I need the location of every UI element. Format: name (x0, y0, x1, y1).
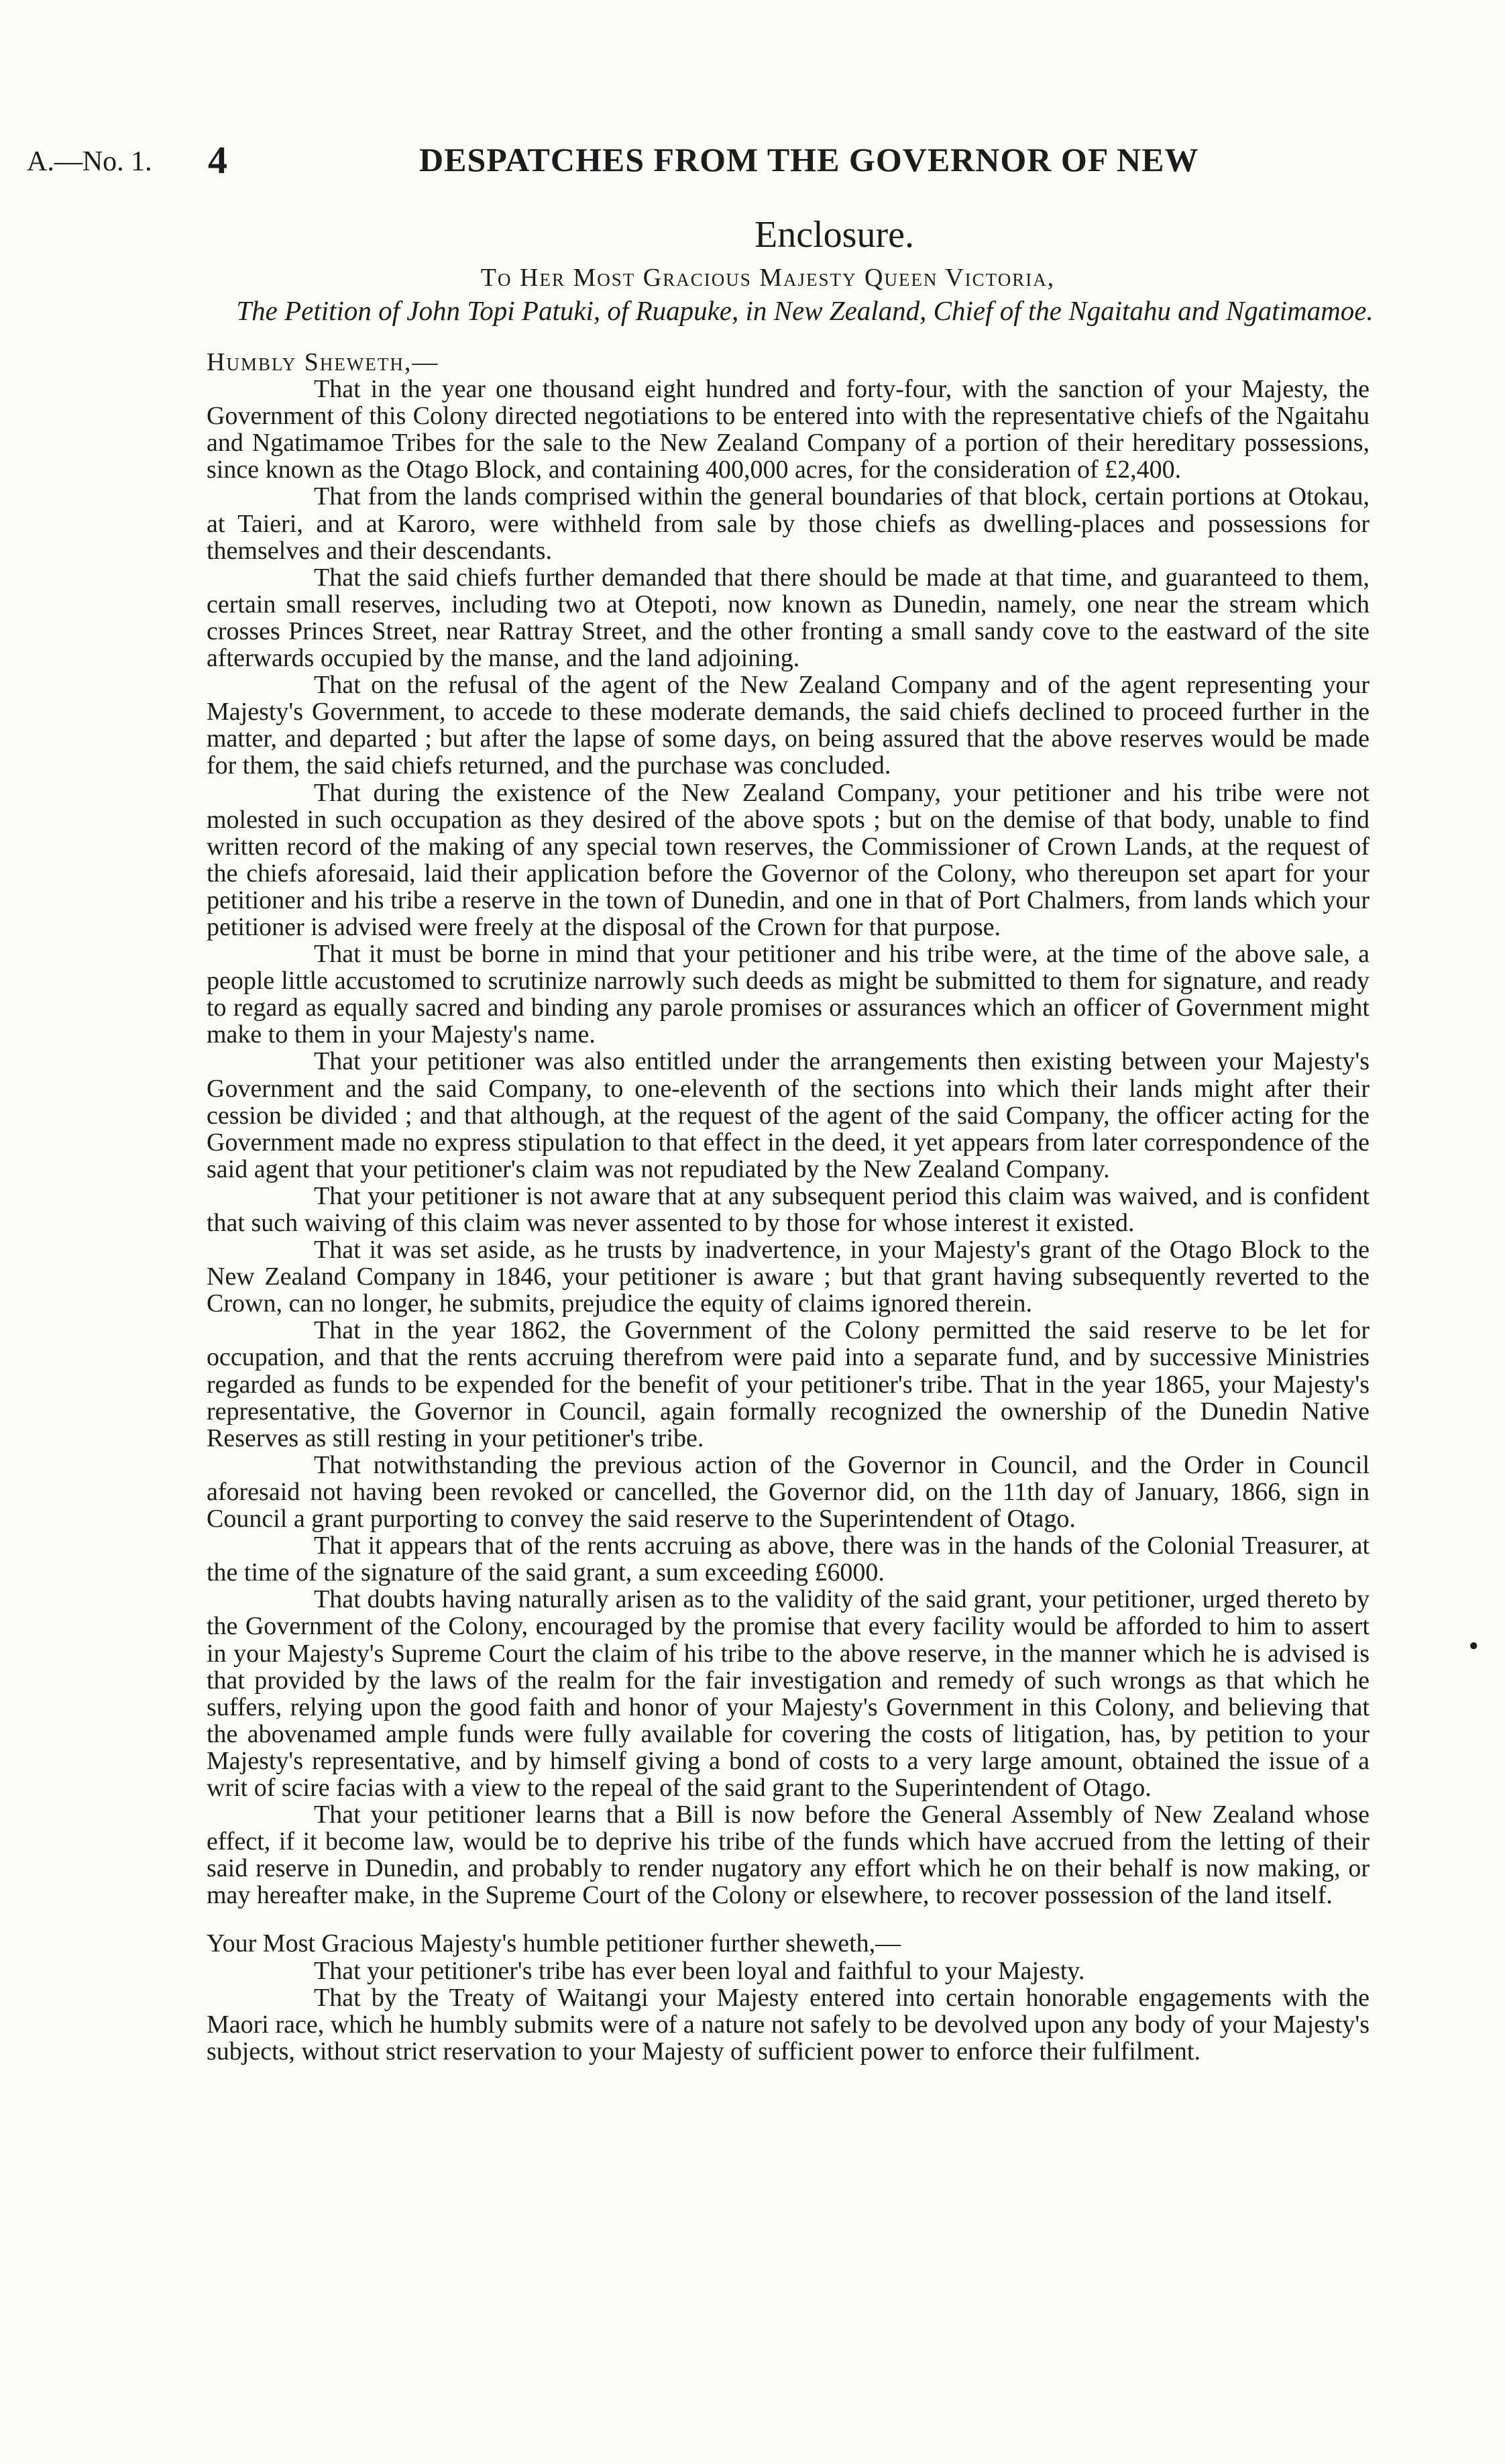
further-paragraph: That by the Treaty of Waitangi your Majesty entered into certain honorable engagements with the Maori race, which he humbly submits were of a nature not safely to be devolved upon any body of your Majesty's subjects, without strict reservation to your Majesty of sufficient power to enforce their fulfilment. (207, 1983, 1370, 2066)
greeting: Humbly Sheweth,— (207, 348, 439, 376)
paragraph: That the said chiefs further demanded that there should be made at that time, and guaranteed to them, certain small reserves, including two at Otepoti, now known as Dunedin, namely, one near the stream which crosses Princes Street, near Rattray Street, and the other fronting a small sandy cove to the eastward of the site afterwards occupied by the manse, and the land adjoining. (207, 563, 1370, 673)
paragraph: That your petitioner is not aware that at any subsequent period this claim was waived, and is confident that such waiving of this claim was never assented to by those for whose interest it existed. (207, 1181, 1370, 1237)
further-paragraph: That your petitioner's tribe has ever been loyal and faithful to your Majesty. (314, 1956, 1085, 1985)
paragraph: That your petitioner was also entitled under the arrangements then existing between your Majesty's Government and the said Company, to one-eleventh of the sections into which their lands might after their cession be divided ; and that although, at the request of the agent of the said Company, the officer acting for the Government made no express stipulation to that effect in the deed, it yet appears from later correspondence of the said agent that your petitioner's claim was not repudiated by the New Zealand Company. (207, 1047, 1370, 1183)
page-header (27, 138, 1435, 184)
running-title: DESPATCHES FROM THE GOVERNOR OF NEW (419, 141, 1199, 178)
page-number: 4 (208, 138, 227, 182)
paragraph: That on the refusal of the agent of the New Zealand Company and of the agent representing your Majesty's Government, to accede to these moderate demands, the said chiefs declined to proceed further in the matter, and departed ; but after the lapse of some days, on being assured that the above reserves would be made for them, the said chiefs returned, and the purchase was concluded. (207, 671, 1370, 780)
document-body (207, 349, 1370, 2065)
paragraph: That notwithstanding the previous action of the Governor in Council, and the Order in Council aforesaid not having been revoked or cancelled, the Governor did, on the 11th day of January, 1866, sign in Council a grant purporting to convey the said reserve to the Superintendent of Otago. (207, 1450, 1370, 1534)
petition-title: The Petition of John Topi Patuki, of Ruapuke, in New Zealand, Chief of the Ngaitahu and Ngatimamoe. (236, 295, 1374, 326)
addressee-text: To Her Most Gracious Majesty Queen Victoria, (480, 264, 1056, 292)
paragraph: That from the lands comprised within the general boundaries of that block, certain portions at Otokau, at Taieri, and at Karoro, were withheld from sale by those chiefs as dwelling-places and possessions for themselves and their descendants. (207, 482, 1370, 565)
paragraph: That it must be borne in mind that your petitioner and his tribe were, at the time of the above sale, a people little accustomed to scrutinize narrowly such deeds as might be submitted to them for signature, and ready to regard as equally sacred and binding any parole promises or assurances which an officer of Government might make to them in your Majesty's name. (207, 940, 1370, 1049)
paragraph: That it appears that of the rents accruing as above, there was in the hands of the Colonial Treasurer, at the time of the signature of the said grant, a sum exceeding £6000. (207, 1532, 1370, 1587)
paragraph: That doubts having naturally arisen as to the validity of the said grant, your petitioner, urged thereto by the Government of the Colony, encouraged by the promise that every facility would be afforded to him to assert in your Majesty's Supreme Court the claim of his tribe to the above reserve, in the manner which he is advised is that provided by the laws of the realm for the fair investigation and remedy of such wrongs as that which he suffers, relying upon the good faith and honor of your Majesty's Government in this Colony, and believing that the abovenamed ample funds were fully available for covering the costs of litigation, has, by petition to your Majesty's representative, and by himself giving a bond of costs to a very large amount, obtained the issue of a writ of scire facias with a view to the repeal of the said grant to the Superintendent of Otago. (207, 1585, 1370, 1802)
enclosure-heading-text: Enclosure. (755, 214, 914, 256)
paragraph: That your petitioner learns that a Bill is now before the General Assembly of New Zealand whose effect, if it become law, would be to deprive his tribe of the funds which have accrued from the letting of their said reserve in Dunedin, and probably to render nugatory any effort which he on their behalf is now making, or may hereafter make, in the Supreme Court of the Colony or elsewhere, to recover possession of the land itself. (207, 1801, 1370, 1910)
series-reference: A.—No. 1. (27, 146, 152, 177)
paragraph: That during the existence of the New Zealand Company, your petitioner and his tribe were not molested in such occupation as they desired of the above spots ; but on the demise of that body, unable to find written record of the making of any special town reserves, the Commissioner of Crown Lands, at the request of the chiefs aforesaid, laid their application before the Governor of the Colony, who thereupon set apart for your petitioner and his tribe a reserve in the town of Dunedin, and one in that of Port Chalmers, from lands which your petitioner is advised were freely at the disposal of the Crown for that purpose. (207, 778, 1370, 941)
addressee-line (0, 263, 1505, 292)
section-spacer (207, 1909, 1370, 1930)
paragraph: That in the year 1862, the Government of the Colony permitted the said reserve to be let for occupation, and that the rents accruing therefrom were paid into a separate fund, and by successive Ministries regarded as funds to be expended for the benefit of your petitioner's tribe. That in the year 1865, your Majesty's representative, the Governor in Council, again formally recognized the ownership of the Dunedin Native Reserves as still resting in your petitioner's tribe. (207, 1316, 1370, 1452)
margin-mark: ● (1469, 1637, 1479, 1654)
paragraph: That it was set aside, as he trusts by inadvertence, in your Majesty's grant of the Otago Block to the New Zealand Company in 1846, your petitioner is aware ; but that grant having subsequently reverted to the Crown, can no longer, he submits, prejudice the equity of claims ignored therein. (207, 1236, 1370, 1318)
paragraph: That in the year one thousand eight hundred and forty-four, with the sanction of your Majesty, the Government of this Colony directed negotiations to be entered into with the representative chiefs of the Ngaitahu and Ngatimamoe Tribes for the sale to the New Zealand Company of a portion of their hereditary possessions, since known as the Otago Block, and containing 400,000 acres, for the consideration of £2,400. (207, 375, 1370, 484)
further-heading: Your Most Gracious Majesty's humble petitioner further sheweth,— (207, 1929, 901, 1958)
enclosure-heading (0, 213, 1505, 256)
